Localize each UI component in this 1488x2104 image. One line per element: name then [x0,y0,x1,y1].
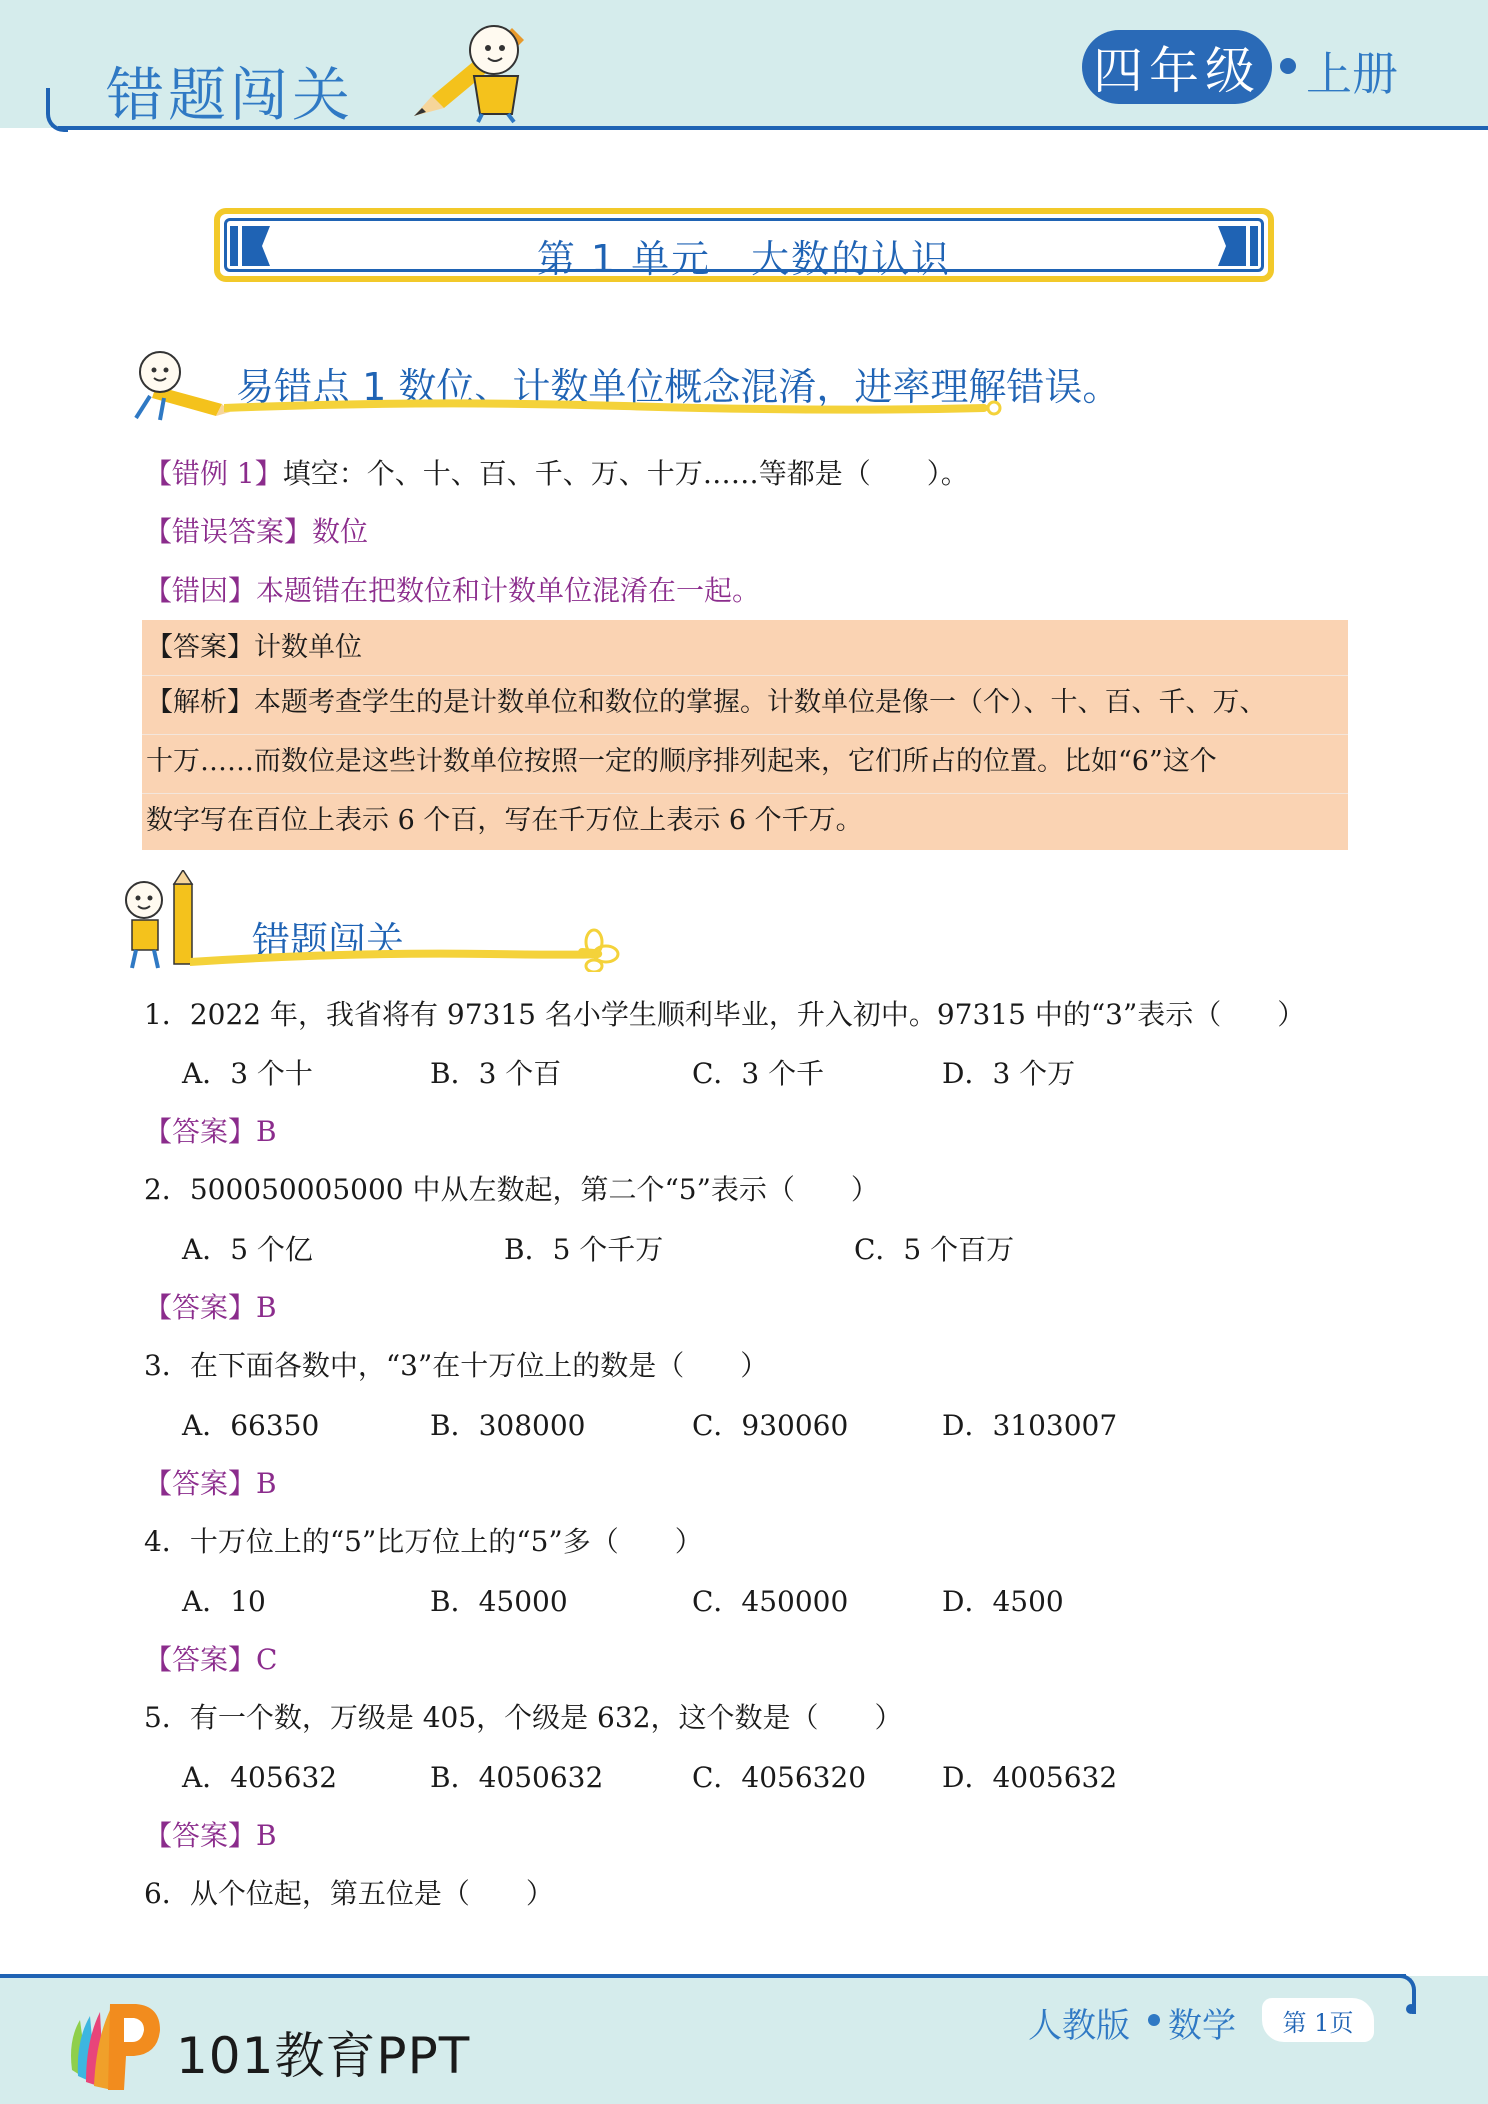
section2-heading: 错题闯关 [252,919,405,963]
subject-label: 数学 [1168,2006,1236,2046]
option-a: A．405632 [182,1761,338,1794]
example-question: 填空：个、十、百、千、万、十万……等都是（ ）。 [282,457,969,490]
option-c: C．930060 [692,1409,849,1442]
option-c: C．4056320 [692,1761,867,1794]
example-answer: 【答案】计数单位 [146,632,362,663]
question-answer: 【答案】B [144,1291,277,1324]
edition-dot [1148,2014,1160,2026]
question-text: 4．十万位上的“5”比万位上的“5”多（ ） [144,1525,703,1558]
option-b: B．4050632 [430,1761,604,1794]
grade-volume: 上册 [1306,47,1398,101]
header-title: 错题闯关 [106,61,355,129]
footer-dot [1406,2004,1416,2014]
option-c: C．450000 [692,1585,849,1618]
analysis-line: 十万……而数位是这些计数单位按照一定的顺序排列起来，它们所占的位置。比如“6”这个 [146,746,1217,777]
question-answer: 【答案】B [144,1115,277,1148]
mascot-pencil-icon [126,346,230,422]
unit-title: 第 1 单元 大数的认识 [536,237,952,281]
unit-banner [214,208,1274,282]
option-d: D．3103007 [942,1409,1118,1442]
page-number: 第 1页 [1262,1998,1374,2042]
option-d: D．4500 [942,1585,1064,1618]
example-tag: 【错例 1】 [144,457,283,490]
answer-separator [142,734,1348,735]
option-a: A．3 个十 [182,1057,313,1090]
question-text: 5．有一个数，万级是 405，个级是 632，这个数是（ ） [144,1701,903,1734]
question-text: 1．2022 年，我省将有 97315 名小学生顺利毕业，升入初中。97315 中的“3”表示（ ） [144,998,1306,1031]
question-answer: 【答案】C [144,1643,278,1676]
analysis-line: 【解析】本题考查学生的是计数单位和数位的掌握。计数单位是像一（个）、十、百、千、万、 [146,687,1267,718]
grade-badge: 四年级 [1082,30,1272,104]
option-b: B．5 个千万 [504,1233,664,1266]
edition-label: 人教版 [1028,2006,1130,2046]
pencil-mascot-icon [408,16,548,124]
analysis-line: 数字写在百位上表示 6 个百，写在千万位上表示 6 个千万。 [146,805,863,836]
answer-box [142,620,1348,850]
wrong-answer: 【错误答案】数位 [144,515,369,548]
option-d: D．3 个万 [942,1057,1076,1090]
option-a: A．10 [182,1585,266,1618]
option-b: B．308000 [430,1409,586,1442]
option-a: A．5 个亿 [182,1233,313,1266]
question-answer: 【答案】B [144,1819,277,1852]
section2-underline [190,916,620,972]
grade-dot [1280,58,1296,74]
section1-heading: 易错点 1 数位、计数单位概念混淆，进率理解错误。 [236,365,1121,409]
logo-p-icon [66,2000,162,2092]
question-text: 2．500050005000 中从左数起，第二个“5”表示（ ） [144,1173,879,1206]
option-b: B．45000 [430,1585,568,1618]
option-c: C．3 个千 [692,1057,825,1090]
question-text: 6．从个位起，第五位是（ ） [144,1877,554,1910]
question-answer: 【答案】B [144,1467,277,1500]
footer-rule [0,1974,1406,1978]
option-c: C．5 个百万 [854,1233,1015,1266]
section1-underline [224,396,1014,420]
answer-separator [142,675,1348,676]
logo-text: 101教育PPT [176,2027,471,2085]
example-question-line [144,456,969,492]
answer-separator [142,793,1348,794]
option-d: D．4005632 [942,1761,1118,1794]
mascot-pencil-standing-icon [120,870,200,970]
option-a: A．66350 [182,1409,320,1442]
question-text: 3．在下面各数中，“3”在十万位上的数是（ ） [144,1349,769,1382]
error-cause: 【错因】本题错在把数位和计数单位混淆在一起。 [144,574,761,607]
option-b: B．3 个百 [430,1057,562,1090]
header-hook [46,88,68,132]
